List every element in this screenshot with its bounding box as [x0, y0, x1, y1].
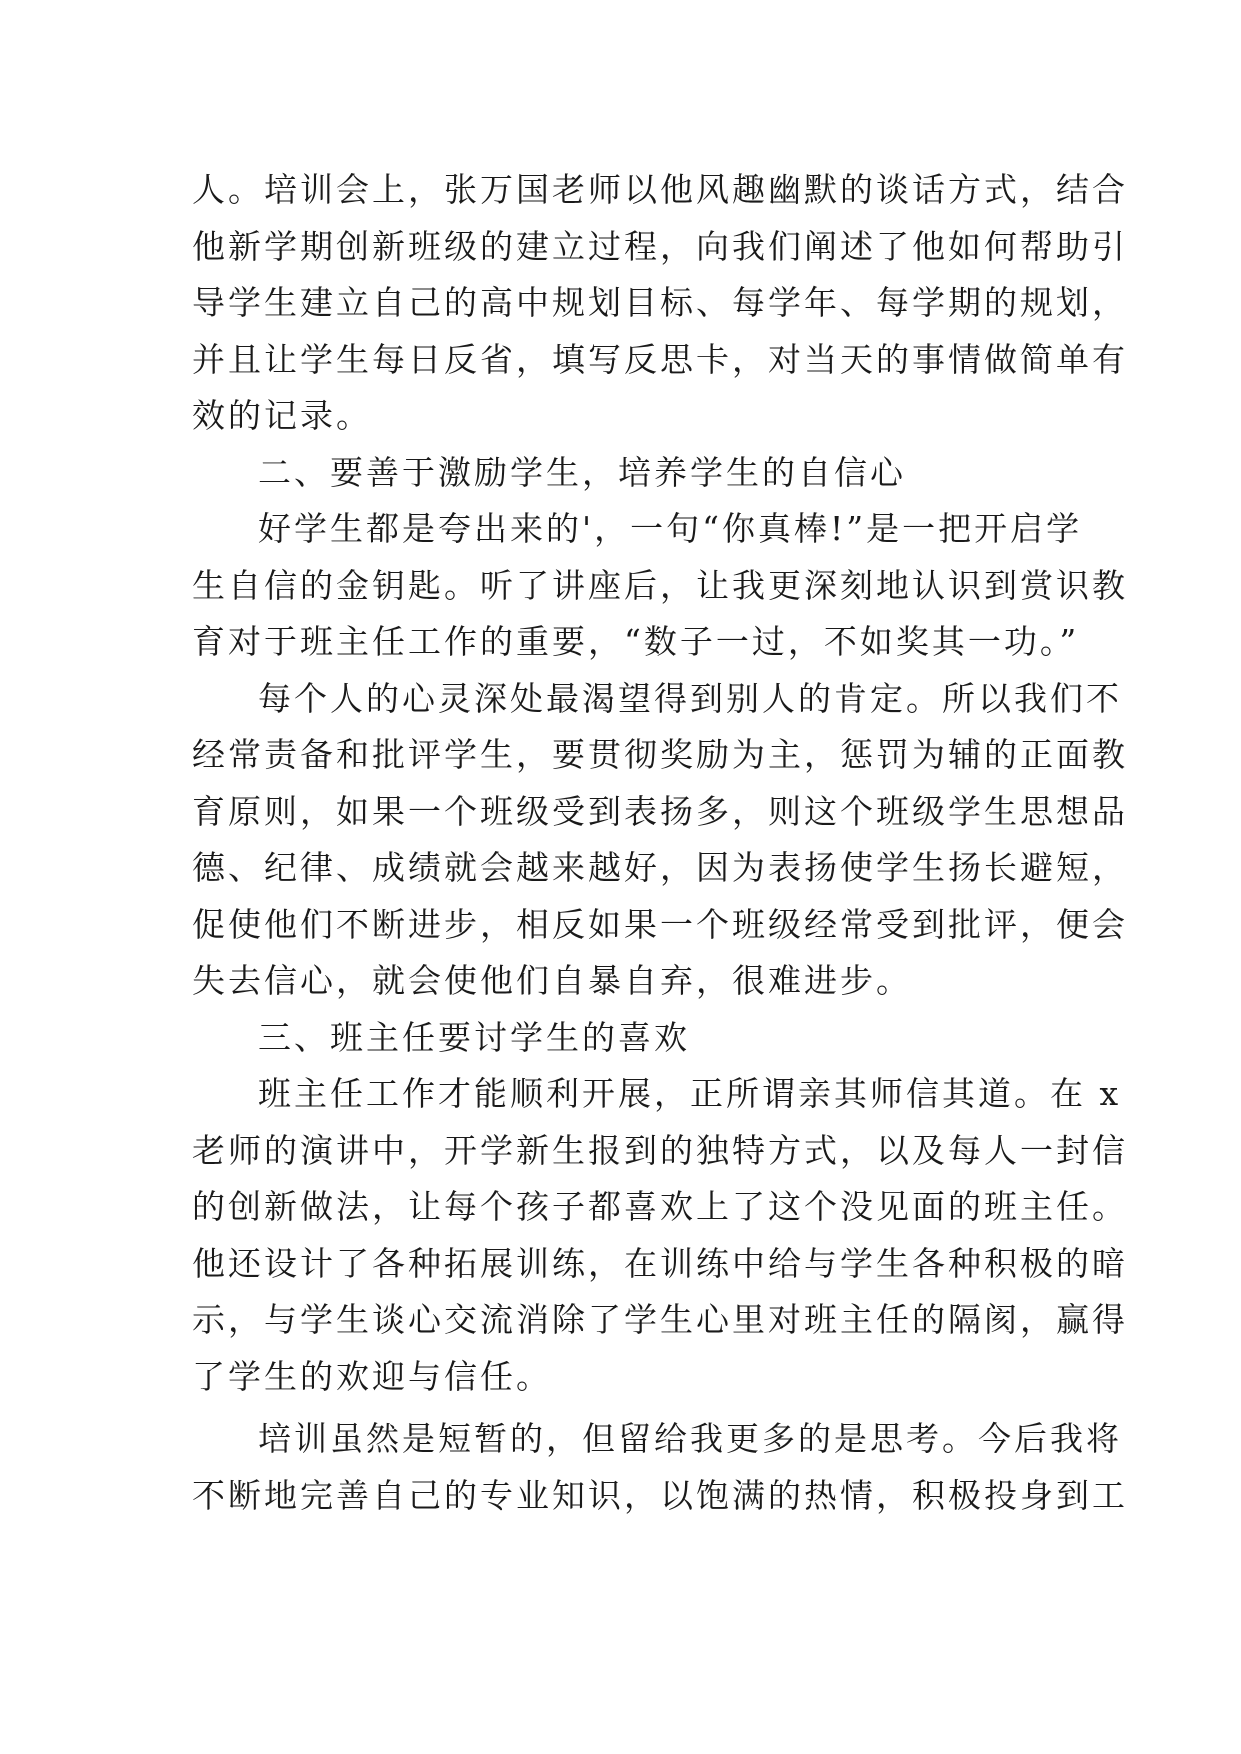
text-line: 人。培训会上，张万国老师以他风趣幽默的谈话方式，结合 — [192, 170, 1128, 209]
document-body — [192, 162, 1128, 1524]
section-heading: 三、班主任要讨学生的喜欢 — [258, 1017, 690, 1057]
section-heading: 二、要善于激励学生，培养学生的自信心 — [258, 452, 906, 492]
text-line: 育对于班主任工作的重要，“数子一过，不如奖其一功。” — [192, 622, 1080, 661]
text-line: 他还设计了各种拓展训练，在训练中给与学生各种积极的暗 — [192, 1243, 1128, 1283]
text-line: 好学生都是夸出来的'，一句“你真棒!”是一把开启学 — [258, 509, 1083, 548]
text-line: 示，与学生谈心交流消除了学生心里对班主任的隔阂，赢得 — [192, 1300, 1128, 1339]
text-line: 生自信的金钥匙。听了讲座后，让我更深刻地认识到赏识教 — [192, 565, 1128, 605]
text-line: 了学生的欢迎与信任。 — [192, 1356, 552, 1396]
text-line: 经常责备和批评学生，要贯彻奖励为主，惩罚为辅的正面教 — [192, 735, 1128, 774]
text-line: 育原则，如果一个班级受到表扬多，则这个班级学生思想品 — [192, 791, 1128, 831]
text-line: 效的记录。 — [192, 396, 372, 435]
text-line: 不断地完善自己的专业知识，以饱满的热情，积极投身到工 — [192, 1475, 1128, 1515]
text-line: 促使他们不断进步，相反如果一个班级经常受到批评，便会 — [192, 904, 1128, 944]
text-line: 失去信心，就会使他们自暴自弃，很难进步。 — [192, 961, 912, 1000]
text-line: 培训虽然是短暂的，但留给我更多的是思考。今后我将 — [258, 1419, 1122, 1458]
text-line: 的创新做法，让每个孩子都喜欢上了这个没见面的班主任。 — [192, 1187, 1128, 1226]
text-line: 他新学期创新班级的建立过程，向我们阐述了他如何帮助引 — [192, 226, 1128, 266]
text-line: 每个人的心灵深处最渴望得到别人的肯定。所以我们不 — [258, 678, 1122, 718]
text-line: 德、纪律、成绩就会越来越好，因为表扬使学生扬长避短， — [192, 848, 1128, 887]
text-line: 老师的演讲中，开学新生报到的独特方式，以及每人一封信 — [192, 1130, 1128, 1170]
text-line: 并且让学生每日反省，填写反思卡，对当天的事情做简单有 — [192, 339, 1128, 379]
text-line: 导学生建立自己的高中规划目标、每学年、每学期的规划， — [192, 283, 1128, 322]
text-line: 班主任工作才能顺利开展，正所谓亲其师信其道。在 x — [258, 1074, 1122, 1113]
